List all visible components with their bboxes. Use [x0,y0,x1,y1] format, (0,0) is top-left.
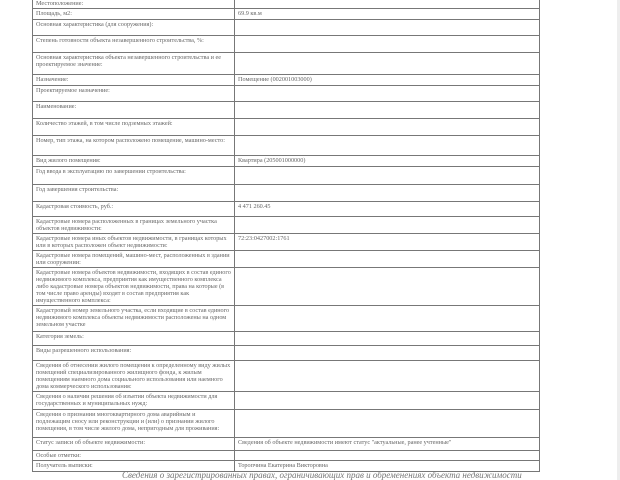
row-label: Количество этажей, в том числе подземных этажей: [33,119,235,136]
row-value [235,268,540,306]
row-value [235,306,540,332]
row-label: Сведения об отнесении жилого помещения к определенному виду жилых помещений специализированного жилищного фонда, к жилым помещениям наемного дома социального использования или наемного дома коммерческого использования: [33,361,235,392]
row-value [235,217,540,234]
row-label: Кадастровые номера расположенных в границах земельного участка объектов недвижимости: [33,217,235,234]
table-row [33,102,540,119]
row-label: Площадь, м2: [33,9,235,20]
row-label: Кадастровый номер земельного участка, если входящие в состав единого недвижимого комплекса объекты недвижимости расположены на одном земельном участке [33,306,235,332]
row-value [235,102,540,119]
row-label: Назначение: [33,75,235,86]
row-value [235,332,540,346]
row-label: Номер, тип этажа, на котором расположено помещение, машино-место: [33,136,235,156]
table-row [33,268,540,306]
row-value [235,86,540,102]
table-row [33,217,540,234]
row-label: Категория земель: [33,332,235,346]
row-label: Год ввода в эксплуатацию по завершении строительства: [33,167,235,185]
row-value: 4 471 260.45 [235,202,540,217]
row-label: Кадастровые номера помещений, машино-мест, расположенных в здании или сооружении: [33,251,235,268]
row-label: Местоположение: [33,0,235,9]
row-label: Кадастровые номера иных объектов недвижимости, в границах которых или в которых расположен объект недвижимости: [33,234,235,251]
row-value [235,185,540,202]
table-row [33,234,540,251]
row-value [235,167,540,185]
table-row [33,75,540,86]
table-row [33,202,540,217]
row-label: Кадастровая стоимость, руб.: [33,202,235,217]
table-row [33,185,540,202]
row-value [235,451,540,461]
table-row [33,392,540,410]
row-label: Вид жилого помещения: [33,156,235,167]
table-row [33,451,540,461]
row-value: Торопчина Екатерина Викторовна [235,461,540,472]
table-row [33,9,540,20]
row-value: 72:23:0427002:1761 [235,234,540,251]
row-value [235,119,540,136]
row-value [235,20,540,36]
row-value [235,36,540,53]
table-row [33,86,540,102]
row-label: Проектируемое назначение: [33,86,235,102]
row-label: Основная характеристика (для сооружения): [33,20,235,36]
property-info-table [32,0,540,472]
row-label: Сведения о признании многоквартирного дома аварийным и подлежащим сносу или реконструкции и (или) о признании жилого помещения, в том числе жилого дома, непригодным для проживания: [33,410,235,438]
table-row [33,438,540,451]
row-value: Сведения об объекте недвижимости имеют статус "актуальные, ранее учтенные" [235,438,540,451]
row-label: Виды разрешенного использования: [33,346,235,361]
row-label: Сведения о наличии решения об изъятии объекта недвижимости для государственных и муниципальных нужд: [33,392,235,410]
row-label: Наименование: [33,102,235,119]
row-label: Кадастровые номера объектов недвижимости, входящих в состав единого недвижимого комплекса, предприятия как имущественного комплекса либо кадастровые номера объектов недвижимости, права на которые (в том числе право аренды) входят в состав предприятия как имущественного комплекса: [33,268,235,306]
row-value [235,361,540,392]
row-value: Квартира (205001000000) [235,156,540,167]
section-heading: Сведения о зарегистрированных правах, ограничивающих прав и обременениях объекта недвижимости [122,470,522,480]
row-value [235,251,540,268]
table-row [33,332,540,346]
table-row [33,306,540,332]
table-row [33,136,540,156]
row-label: Статус записи об объекте недвижимости: [33,438,235,451]
row-value: Помещение (002001003000) [235,75,540,86]
row-value [235,136,540,156]
row-label: Год завершения строительства: [33,185,235,202]
table-row [33,53,540,75]
row-value: 69.9 кв.м [235,9,540,20]
row-value [235,410,540,438]
table-row [33,20,540,36]
row-label: Получатель выписки: [33,461,235,472]
table-row [33,156,540,167]
table-row [33,167,540,185]
table-row [33,410,540,438]
row-value [235,346,540,361]
row-label: Основная характеристика объекта незавершенного строительства и ее проектируемое значение: [33,53,235,75]
row-value [235,0,540,9]
table-row [33,251,540,268]
row-label: Особые отметки: [33,451,235,461]
row-label: Степень готовности объекта незавершенного строительства, %: [33,36,235,53]
row-value [235,392,540,410]
table-row [33,119,540,136]
table-row [33,361,540,392]
table-row [33,346,540,361]
row-value [235,53,540,75]
table-row [33,0,540,9]
table-row [33,36,540,53]
